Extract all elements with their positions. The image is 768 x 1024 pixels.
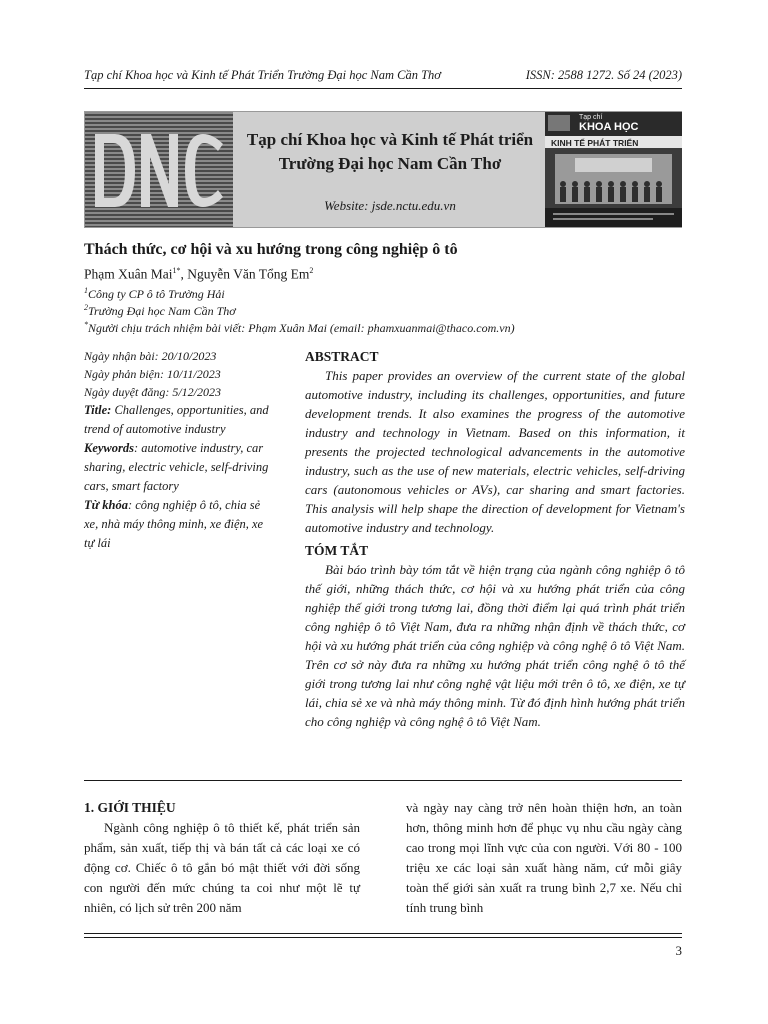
corresponding-author [84, 320, 515, 336]
cover-big-label: KHOA HỌC [579, 121, 639, 133]
journal-logo [85, 112, 233, 227]
banner-title-line1: Tạp chí Khoa học và Kinh tế Phát triển [246, 130, 534, 149]
header-rule [84, 88, 682, 89]
journal-banner [84, 111, 682, 228]
cover-subtitle: KINH TẾ PHÁT TRIỂN [551, 138, 639, 148]
tu-khoa [84, 496, 272, 553]
intro-right-column [406, 798, 682, 918]
abstract-text: This paper provides an overview of the current state of the global automotive industry, including its challenges, opportunities, and future development trends. It also examines the progress of the automotive industry and technology in Vietnam. Based on this information, it presents the projected technological advancements in the automotive industry, such as the use of new materials, electric vehicles, self-driving cars (autonomous vehicles or AVs), car sharing and smart factories. This analysis will help shape the direction of development for Vietnam's automotive industry and technology. [305, 368, 685, 535]
author-2: Nguyễn Văn Tổng Em [187, 266, 310, 282]
abstract-section [305, 347, 685, 731]
author-separator: , [180, 266, 188, 282]
banner-title [237, 128, 543, 176]
intro-left-text: Ngành công nghiệp ô tô thiết kế, phát triển sản phẩm, sản xuất, tiếp thị và bán tất cả các loại xe có động cơ. Chiếc ô tô gắn bó mật thiết với đời sống con người đến mức chúng ta coi như một lẽ tự nhiên, có lịch sử trên 200 năm [84, 820, 360, 915]
affiliation-1-text: Công ty CP ô tô Trường Hải [88, 287, 225, 301]
page-number: 3 [675, 943, 682, 958]
footer-rule-bottom [84, 937, 682, 938]
cover-small-label: Tạp chí [579, 114, 603, 121]
date-reviewed: Ngày phản biện: 10/11/2023 [84, 367, 221, 381]
tomtat-text: Bài báo trình bày tóm tắt về hiện trạng của ngành công nghiệp ô tô thế giới, những thách thức, cơ hội và xu hướng phát triển của công nghiệp thế giới trong tương lai, đồng thời điểm lại quá trình phát triển công nghiệp ô tô Việt Nam, đưa ra những nhận định về thách thức, cơ hội và xu hướng phát triển của công nghiệp và công nghệ ô tô Việt Nam. Trên cơ sở này đưa ra những xu hướng phát triển công nghệ ô tô thế giới trong tương lai như công nghệ vật liệu mới trên ô tô, xe điện, xe tự lái, chia sẻ xe và nhà máy thông minh. Từ đó định hình hướng phát triển cho công nghiệp và công nghệ ô tô Việt Nam. [305, 562, 685, 729]
affiliation-1-sup: 1 [84, 286, 88, 295]
banner-title-line2: Trường Đại học Nam Cần Thơ [278, 154, 502, 173]
article-title: Thách thức, cơ hội và xu hướng trong công nghiệp ô tô [84, 241, 458, 258]
footer-rule-top [84, 933, 682, 934]
tomtat-heading: TÓM TẮT [305, 543, 369, 558]
keywords [84, 439, 272, 496]
intro-left-column [84, 798, 360, 918]
intro-heading: 1. GIỚI THIỆU [84, 800, 176, 815]
date-received: Ngày nhận bài: 20/10/2023 [84, 349, 217, 363]
corresponding-sup: * [84, 320, 88, 329]
authors [84, 266, 313, 283]
author-1-sup: 1* [172, 266, 181, 275]
english-title [84, 401, 272, 439]
english-title-value: Challenges, opportunities, and trend of automotive industry [84, 403, 269, 436]
english-title-label: Title: [84, 403, 112, 417]
keywords-value: : automotive industry, car sharing, electric vehicle, self-driving cars, smart factory [84, 441, 269, 493]
article-meta [84, 347, 272, 553]
corresponding-text: Người chịu trách nhiệm bài viết: Phạm Xuân Mai (email: phamxuanmai@thaco.com.vn) [88, 321, 515, 335]
affiliation-2-text: Trường Đại học Nam Cần Thơ [88, 304, 236, 318]
banner-website: Website: jsde.nctu.edu.vn [324, 198, 456, 213]
author-2-sup: 2 [309, 266, 314, 275]
abstract-heading: ABSTRACT [305, 349, 379, 364]
abstract-rule [84, 780, 682, 781]
journal-cover-image [545, 112, 682, 227]
running-header-right: ISSN: 2588 1272. Số 24 (2023) [525, 68, 682, 82]
affiliation-2-sup: 2 [84, 303, 88, 312]
tu-khoa-value: : công nghiệp ô tô, chia sẻ xe, nhà máy thông minh, xe điện, xe tự lái [84, 498, 264, 550]
running-header-left: Tạp chí Khoa học và Kinh tế Phát Triển Trường Đại học Nam Cần Thơ [84, 68, 441, 82]
date-accepted: Ngày duyệt đăng: 5/12/2023 [84, 385, 221, 399]
affiliation-1 [84, 286, 225, 302]
tu-khoa-label: Từ khóa [84, 498, 128, 512]
dnc-logo-icon [85, 112, 233, 227]
intro-right-text: và ngày nay càng trở nên hoàn thiện hơn, an toàn hơn, thông minh hơn để phục vụ nhu cầu ngày càng cao trong mọi lĩnh vực của con người. Với 80 - 100 triệu xe các loại sản xuất hàng năm, cứ mỗi giây toàn thế giới sản xuất ra trung bình 2,7 xe. Nếu chỉ tính trung bình [406, 800, 682, 915]
affiliation-2 [84, 303, 236, 319]
keywords-label: Keywords [84, 441, 134, 455]
author-1: Phạm Xuân Mai [84, 266, 173, 282]
